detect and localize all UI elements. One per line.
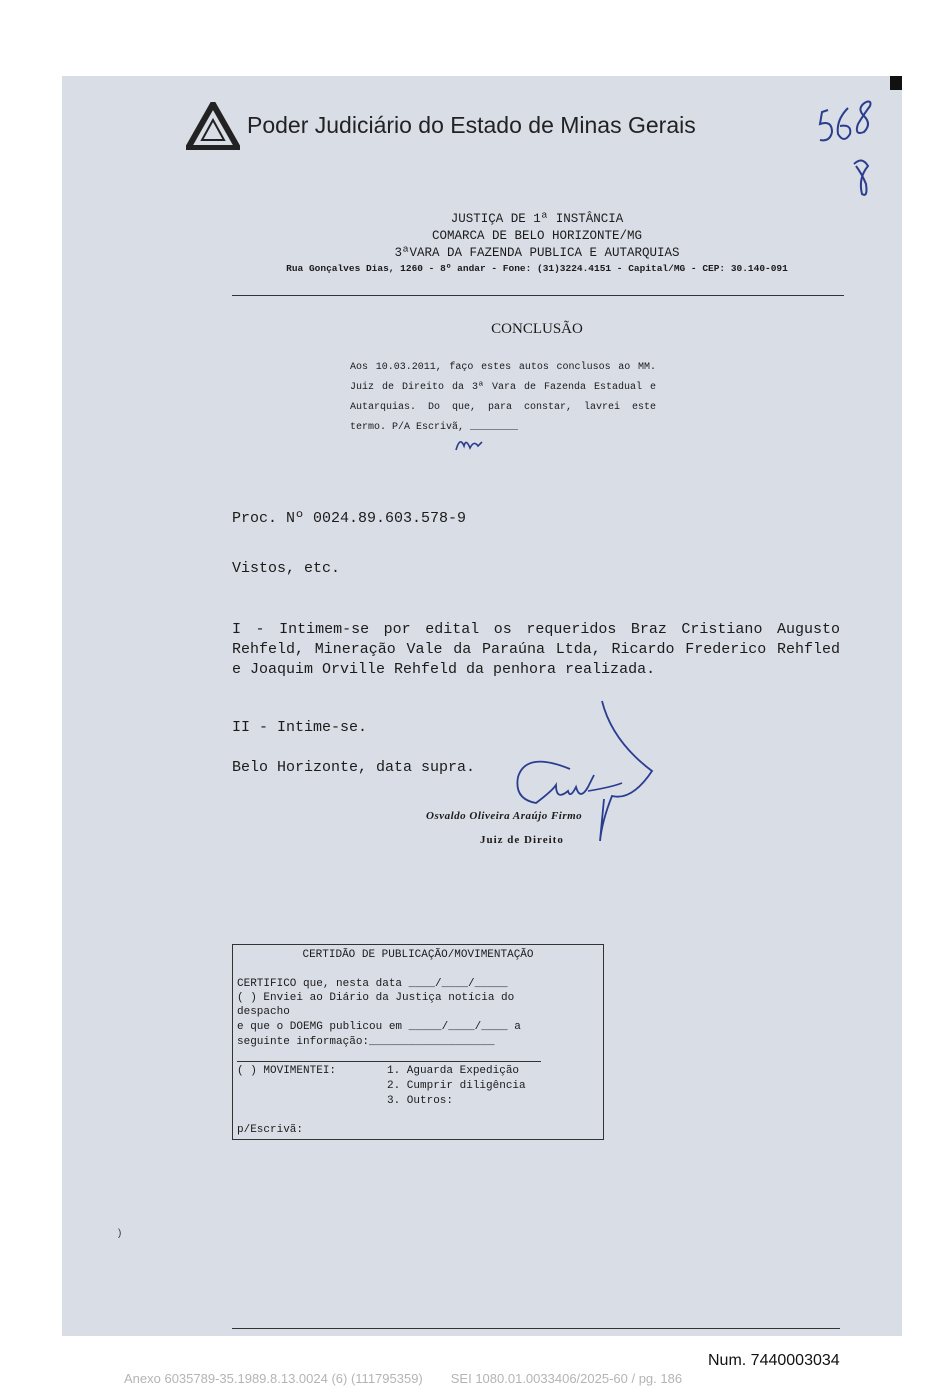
certidao-title: CERTIDÃO DE PUBLICAÇÃO/MOVIMENTAÇÃO — [302, 949, 534, 961]
header-line-vara: 3ªVARA DA FAZENDA PUBLICA E AUTARQUIAS — [394, 246, 680, 260]
annex-reference: Anexo 6035789-35.1989.8.13.0024 (6) (111795359) — [124, 1371, 423, 1386]
document-number: Num. 7440003034 — [708, 1352, 840, 1369]
court-triangle-logo — [186, 102, 240, 150]
order-item-1: I - Intimem-se por edital os requeridos Braz Cristiano Augusto Rehfeld, Mineração Vale da Paraúna Ltda, Ricardo Frederico Rehfled e Joaquim Orville Rehfeld da penhora realizada. — [232, 621, 840, 678]
certidao-box — [232, 944, 604, 1140]
certidao-separator — [237, 1061, 541, 1062]
vistos-line: Vistos, etc. — [232, 560, 341, 577]
order-item-2: II - Intime-se. — [232, 719, 368, 736]
process-number: Proc. Nº 0024.89.603.578-9 — [232, 510, 467, 527]
scanned-page — [62, 76, 902, 1336]
certidao-line-5: seguinte informação:___________________ — [237, 1036, 495, 1048]
certidao-line-4: e que o DOEMG publicou em _____/____/____ a — [237, 1021, 521, 1033]
annex-footer — [124, 1371, 682, 1386]
movimentei-label: ( ) MOVIMENTEI: — [237, 1065, 337, 1077]
movimentei-option-3: 3. Outros: — [387, 1095, 454, 1107]
certidao-line-1: CERTIFICO que, nesta data ____/____/_____ — [237, 978, 508, 990]
certidao-line-3: despacho — [237, 1006, 290, 1018]
bottom-divider — [232, 1328, 840, 1329]
handwritten-page-number — [814, 94, 884, 198]
closing-line: Belo Horizonte, data supra. — [232, 759, 476, 776]
header-line-comarca: COMARCA DE BELO HORIZONTE/MG — [431, 229, 643, 243]
header-line-instancia: JUSTIÇA DE 1ª INSTÂNCIA — [450, 212, 624, 226]
certidao-line-2: ( ) Enviei ao Diário da Justiça notícia do — [237, 992, 515, 1004]
header-address: Rua Gonçalves Dias, 1260 - 8º andar - Fone: (31)3224.4151 - Capital/MG - CEP: 30.140-091 — [286, 263, 788, 274]
margin-mark: ) — [118, 1228, 122, 1239]
clerk-signature — [420, 434, 504, 454]
movimentei-option-1: 1. Aguarda Expedição — [387, 1065, 520, 1077]
certidao-footer: p/Escrivã: — [237, 1124, 304, 1136]
movimentei-option-2: 2. Cumprir diligência — [387, 1080, 526, 1092]
header-divider — [232, 295, 844, 296]
judge-title: Juiz de Direito — [480, 834, 564, 846]
sei-reference: SEI 1080.01.0033406/2025-60 / pg. 186 — [450, 1371, 683, 1386]
court-title: Poder Judiciário do Estado de Minas Gerais — [247, 112, 696, 138]
scan-corner-shadow — [890, 76, 902, 90]
conclusao-text: Aos 10.03.2011, faço estes autos conclusos ao MM. Juiz de Direito da 3ª Vara de Fazenda Estadual e Autarquias. Do que, para constar, lavrei este termo. P/A Escrivã, ________ — [350, 362, 656, 433]
judge-name: Osvaldo Oliveira Araújo Firmo — [426, 810, 583, 822]
conclusao-title: CONCLUSÃO — [491, 321, 583, 337]
